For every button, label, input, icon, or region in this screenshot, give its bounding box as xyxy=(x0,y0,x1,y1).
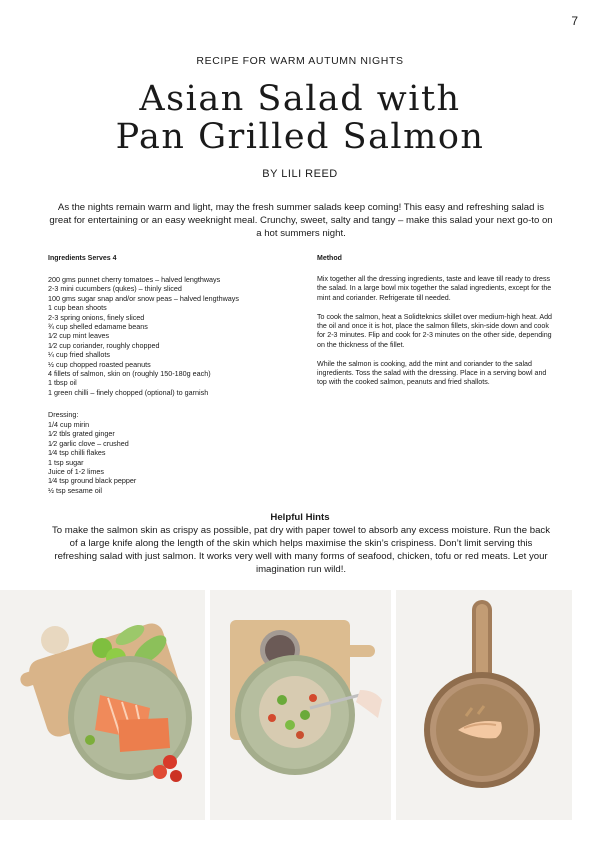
intro-paragraph: As the nights remain warm and light, may the fresh summer salads keep coming! This easy and refreshing salad is great for entertaining or an easy weeknight meal. Crunchy, sweet, salty and tangy – make this salad your next go-to on a hot summers night. xyxy=(49,202,553,239)
title-line-2: Pan Grilled Salmon xyxy=(115,117,485,157)
recipe-kicker: RECIPE FOR WARM AUTUMN NIGHTS xyxy=(196,55,404,67)
photo-salmon-plate xyxy=(0,590,205,820)
method-step: To cook the salmon, heat a Solidteknics skillet over medium-high heat. Add the oil and once it is hot, place the salmon fillets, skin-side down and cook for 2-3 minutes. Flip and cook for 2-3 minutes on the other side, depending on the thickness of the fillet. xyxy=(317,312,553,349)
list-item: 1 green chilli – finely chopped (optional) to garnish xyxy=(48,387,209,397)
list-item: 1⁄2 tbls grated ginger xyxy=(48,429,115,439)
list-item: ½ tsp sesame oil xyxy=(48,485,102,495)
list-item: 2-3 spring onions, finely sliced xyxy=(48,312,145,322)
hints-paragraph: To make the salmon skin as crispy as possible, pat dry with paper towel to absorb any excess moisture. Run the back of a large knife along the length of the skin which helps maximise the skin’s crispiness. Don’t limit serving this refreshing salad with just salmon. It works very well with many forms of seafood, chicken, tofu or red meats. Let your imagination run wild!. xyxy=(51,525,551,575)
list-item: 1 tsp sugar xyxy=(48,457,84,467)
list-item: 1⁄4 tsp ground black pepper xyxy=(48,476,137,486)
byline: BY LILI REED xyxy=(262,168,338,180)
dressing-heading: Dressing: xyxy=(48,410,79,419)
method-step: While the salmon is cooking, add the mint and coriander to the salad ingredients. Toss the salad with the dressing. Place in a serving bowl and top with the cooked salmon, peanuts and fried shallots. xyxy=(317,359,547,387)
recipe-title xyxy=(0,80,600,156)
list-item: ½ cup chopped roasted peanuts xyxy=(48,359,151,369)
list-item: 1/4 cup mirin xyxy=(48,420,90,429)
method-step: Mix together all the dressing ingredients, taste and leave till ready to dress the salad. In a large bowl mix together the salad ingredients, except for the mint and coriander. Refrigerate till needed. xyxy=(317,275,552,302)
list-item: 1⁄2 cup mint leaves xyxy=(48,331,110,341)
list-item: 4 fillets of salmon, skin on (roughly 150-180g each) xyxy=(48,369,211,379)
list-item: 1⁄4 tsp chilli flakes xyxy=(48,448,106,458)
ingredients-heading: Ingredients Serves 4 xyxy=(48,255,117,262)
dressing-list xyxy=(48,420,136,495)
list-item: Juice of 1-2 limes xyxy=(48,467,104,477)
list-item: 1⁄2 garlic clove – crushed xyxy=(48,438,129,448)
list-item: 1 cup bean shoots xyxy=(48,303,107,313)
list-item: 100 gms sugar snap and/or snow peas – halved lengthways xyxy=(48,293,239,303)
method-heading: Method xyxy=(317,255,342,262)
list-item: ¼ cup fried shallots xyxy=(48,350,110,360)
list-item: ¾ cup shelled edamame beans xyxy=(48,322,148,332)
list-item: 1⁄2 cup coriander, roughly chopped xyxy=(48,340,160,350)
list-item: 200 gms punnet cherry tomatoes – halved lengthways xyxy=(48,275,221,284)
hints-heading: Helpful Hints xyxy=(270,512,330,523)
photo-skillet xyxy=(396,590,572,820)
list-item: 2-3 mini cucumbers (qukes) – thinly sliced xyxy=(48,284,182,294)
photo-salad-bowl xyxy=(210,590,391,820)
title-line-1: Asian Salad with xyxy=(139,79,461,119)
method-text xyxy=(317,275,557,397)
list-item: 1 tbsp oil xyxy=(48,378,77,388)
page-number: 7 xyxy=(571,14,578,28)
ingredients-list xyxy=(48,275,298,397)
